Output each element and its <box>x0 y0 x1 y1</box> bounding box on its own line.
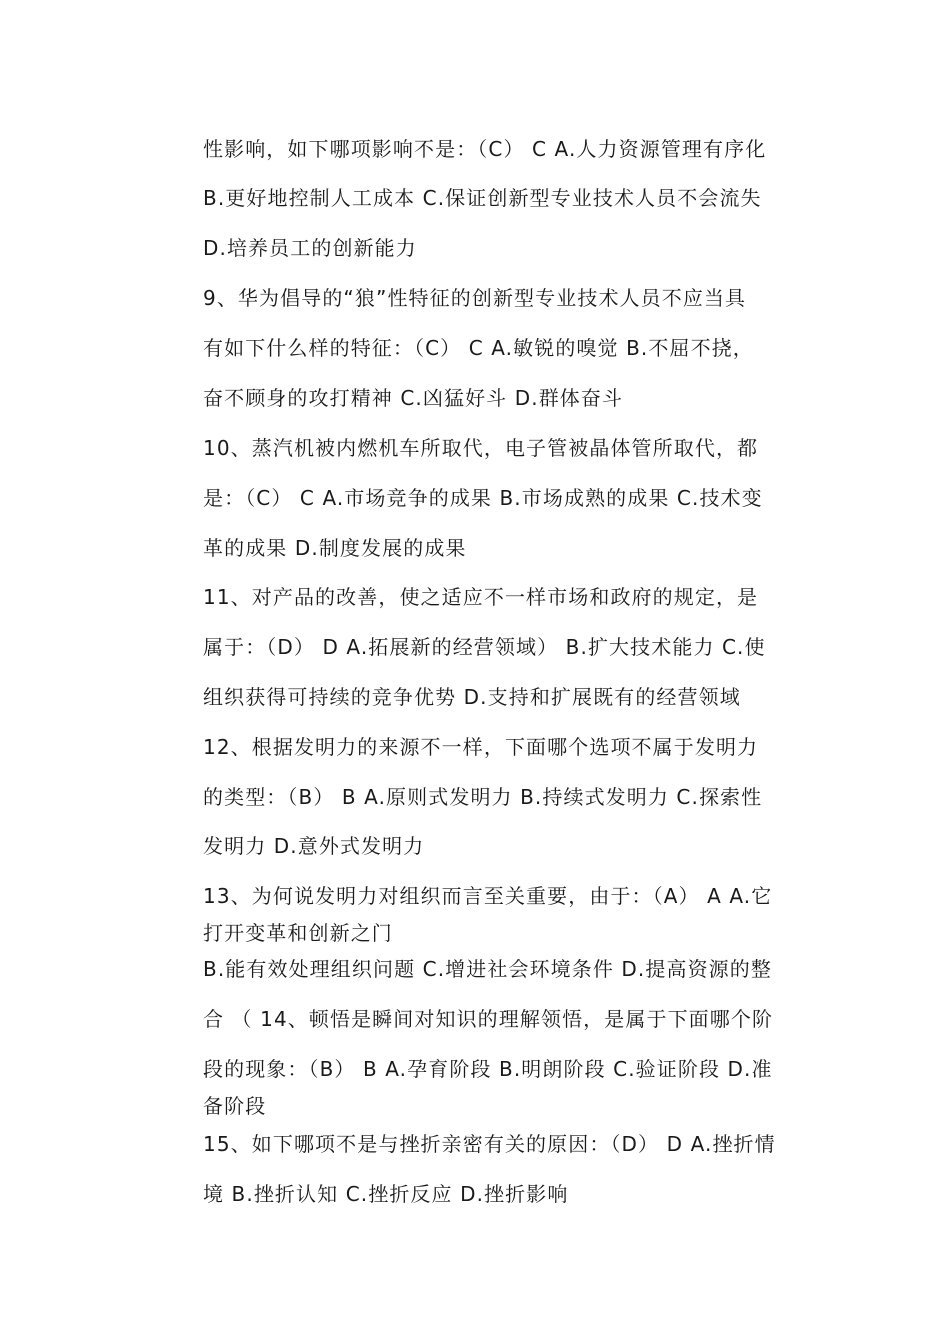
question-15-line: 15、如下哪项不是与挫折亲密有关的原因：（D） D A.挫折情 <box>203 1132 776 1156</box>
text-line: D.培养员工的创新能力 <box>203 236 417 260</box>
text-line: 的类型：（B） B A.原则式发明力 B.持续式发明力 C.探索性 <box>203 785 763 809</box>
question-13-line: 13、为何说发明力对组织而言至关重要，由于：（A） A A.它 <box>203 884 773 908</box>
text-line: 打开变革和创新之门 <box>203 921 393 945</box>
text-line: 有如下什么样的特征：（C） C A.敏锐的嗅觉 B.不屈不挠， <box>203 336 754 360</box>
text-line: 奋不顾身的攻打精神 C.凶猛好斗 D.群体奋斗 <box>203 386 624 410</box>
text-line: 属于：（D） D A.拓展新的经营领域） B.扩大技术能力 C.使 <box>203 635 766 659</box>
text-line: 组织获得可持续的竞争优势 D.支持和扩展既有的经营领域 <box>203 685 741 709</box>
text-line: B.能有效处理组织问题 C.增进社会环境条件 D.提高资源的整 <box>203 957 772 981</box>
question-9-line: 9、华为倡导的“狼”性特征的创新型专业技术人员不应当具 <box>203 286 747 310</box>
text-line: 发明力 D.意外式发明力 <box>203 834 425 858</box>
text-line: 境 B.挫折认知 C.挫折反应 D.挫折影响 <box>203 1182 569 1206</box>
question-14-line: 合 （ 14、顿悟是瞬间对知识的理解领悟，是属于下面哪个阶 <box>203 1007 774 1031</box>
question-11-line: 11、对产品的改善，使之适应不一样市场和政府的规定，是 <box>203 585 759 609</box>
text-line: 段的现象：（B） B A.孕育阶段 B.明朗阶段 C.验证阶段 D.准 <box>203 1057 773 1081</box>
text-line: 备阶段 <box>203 1094 267 1118</box>
question-12-line: 12、根据发明力的来源不一样，下面哪个选项不属于发明力 <box>203 735 759 759</box>
text-line: 革的成果 D.制度发展的成果 <box>203 536 467 560</box>
text-line: 是：（C） C A.市场竞争的成果 B.市场成熟的成果 C.技术变 <box>203 486 763 510</box>
text-line: 性影响，如下哪项影响不是：（C） C A.人力资源管理有序化 <box>203 137 767 161</box>
text-line: B.更好地控制人工成本 C.保证创新型专业技术人员不会流失 <box>203 186 762 210</box>
question-10-line: 10、蒸汽机被内燃机车所取代，电子管被晶体管所取代，都 <box>203 436 759 460</box>
